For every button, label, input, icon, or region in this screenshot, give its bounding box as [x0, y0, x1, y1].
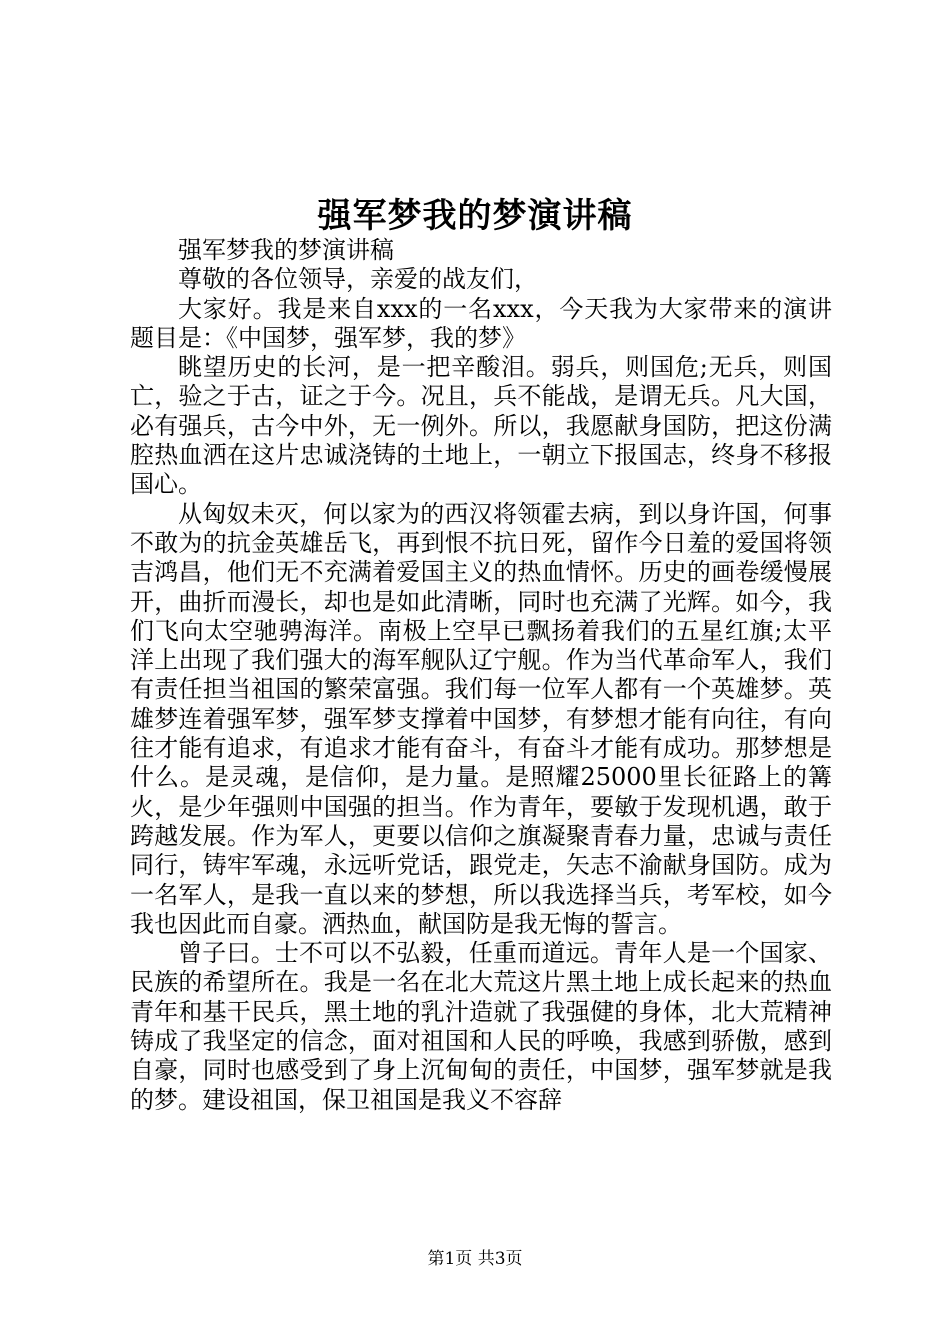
document-body	[130, 236, 832, 1115]
paragraph-heroes: 从匈奴未灭，何以家为的西汉将领霍去病，到以身许国，何事不敢为的抗金英雄岳飞，再到恨不抗日死，留作今日羞的爱国将领吉鸿昌，他们无不充满着爱国主义的热血情怀。历史的画卷缓慢展开，曲折而漫长，却也是如此清晰，同时也充满了光辉。如今，我们飞向太空驰骋海洋。南极上空早已飘扬着我们的五星红旗;太平洋上出现了我们强大的海军舰队辽宁舰。作为当代革命军人，我们有责任担当祖国的繁荣富强。我们每一位军人都有一个英雄梦。英雄梦连着强军梦，强军梦支撑着中国梦，有梦想才能有向往，有向往才能有追求，有追求才能有奋斗，有奋斗才能有成功。那梦想是什么。是灵魂，是信仰，是力量。是照耀25000里长征路上的篝火，是少年强则中国强的担当。作为青年，要敏于发现机遇，敢于跨越发展。作为军人，更要以信仰之旗凝聚青春力量，忠诚与责任同行，铸牢军魂，永远听党话，跟党走，矢志不渝献身国防。成为一名军人，是我一直以来的梦想，所以我选择当兵，考军校，如今我也因此而自豪。洒热血，献国防是我无悔的誓言。	[130, 499, 832, 938]
document-title: 强军梦我的梦演讲稿	[317, 196, 633, 236]
paragraph-youth: 曾子曰。士不可以不弘毅，任重而道远。青年人是一个国家、民族的希望所在。我是一名在北大荒这片黑土地上成长起来的热血青年和基干民兵，黑土地的乳汁造就了我强健的身体，北大荒精神铸成了我坚定的信念，面对祖国和人民的呼唤，我感到骄傲，感到自豪，同时也感受到了身上沉甸甸的责任，中国梦，强军梦就是我的梦。建设祖国，保卫祖国是我义不容辞	[130, 939, 832, 1114]
paragraph-salutation: 尊敬的各位领导，亲爱的战友们，	[178, 265, 538, 294]
paragraph-subtitle: 强军梦我的梦演讲稿	[178, 236, 394, 264]
paragraph-introduction: 大家好。我是来自xxx的一名xxx，今天我为大家带来的演讲题目是：《中国梦，强军梦，我的梦》	[130, 294, 832, 352]
page-number-footer: 第1页 共3页	[427, 1249, 523, 1269]
paragraph-history: 眺望历史的长河，是一把辛酸泪。弱兵，则国危;无兵，则国亡，验之于古，证之于今。况且，兵不能战，是谓无兵。凡大国，必有强兵，古今中外，无一例外。所以，我愿献身国防，把这份满腔热血洒在这片忠诚浇铸的土地上，一朝立下报国志，终身不移报国心。	[130, 353, 832, 499]
